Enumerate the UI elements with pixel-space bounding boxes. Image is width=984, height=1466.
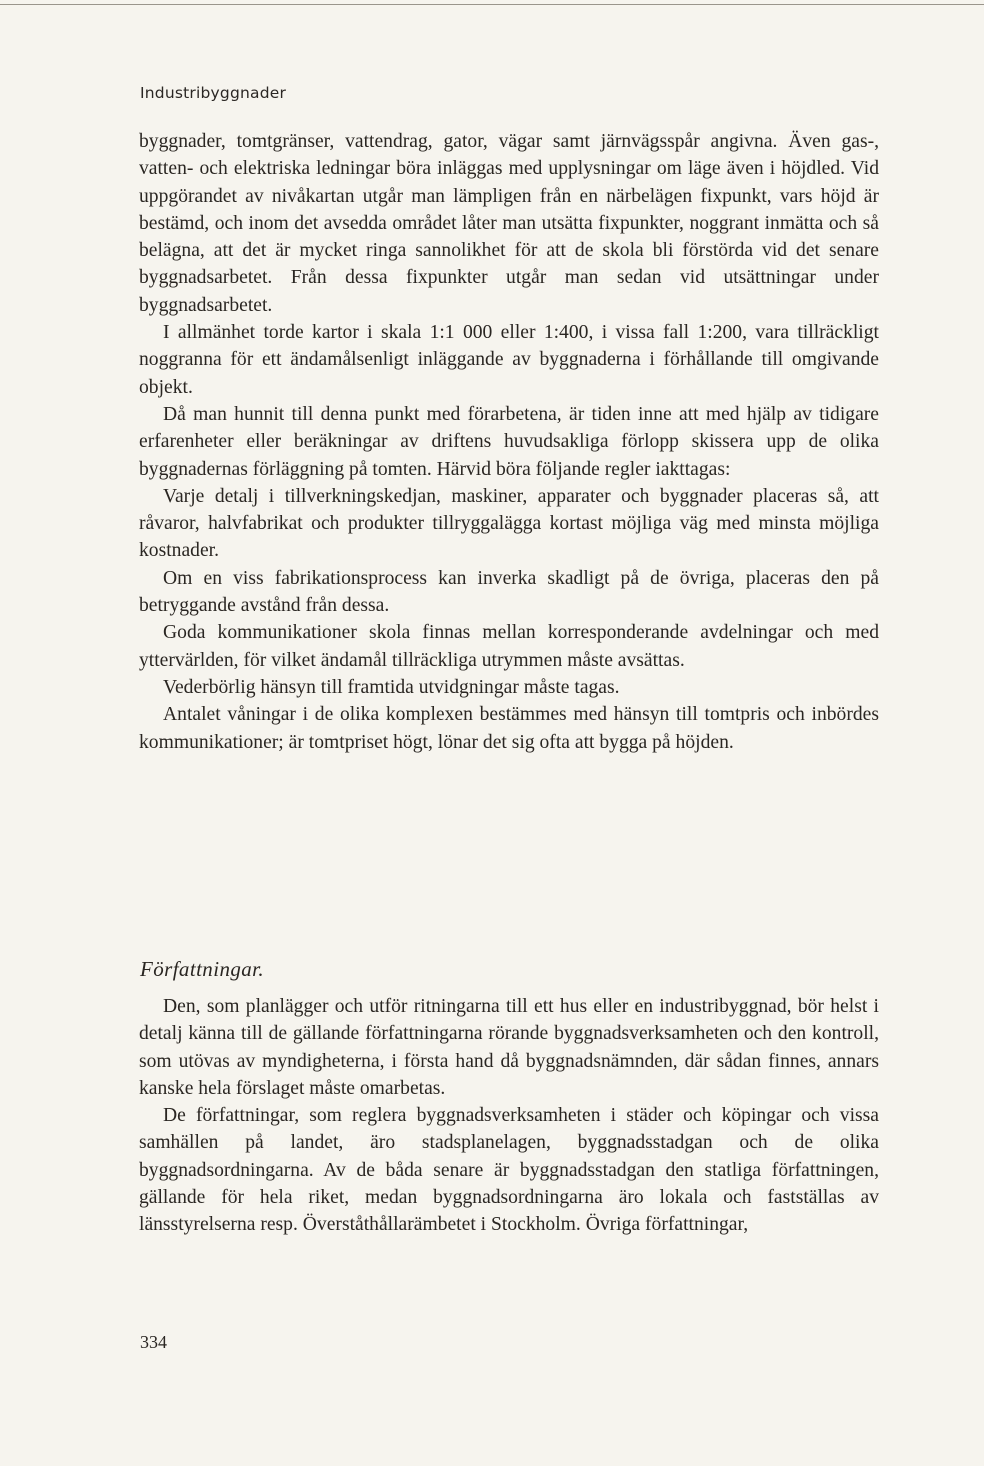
- body-text-section-2: [139, 993, 879, 1239]
- page-top-rule: [0, 4, 984, 5]
- paragraph: I allmänhet torde kartor i skala 1:1 000 eller 1:400, i vissa fall 1:200, vara tillräckligt noggranna för ett ändamålsenligt inläggande av byggnaderna i förhållande till omgivande objekt.: [139, 322, 879, 398]
- paragraph: Den, som planlägger och utför ritningarna till ett hus eller en industribyggnad, bör helst i detalj känna till de gällande författningarna rörande byggnadsverksamheten och den kontroll, som utövas av myndigheterna, i första hand då byggnadsnämnden, där sådan finnes, annars kanske hela förslaget måste omarbetas.: [139, 996, 879, 1099]
- paragraph: byggnader, tomtgränser, vattendrag, gator, vägar samt järnvägsspår angivna. Även gas-, vatten- och elektriska ledningar böra inläggas med upplysningar om läge även i höjdled. Vid uppgörandet av nivåkartan utgår man lämpligen från en närbelägen fixpunkt, vars höjd är bestämd, och inom det avsedda området låter man utsätta fixpunkter, noggrant inmätta och så belägna, att det är mycket ringa sannolikhet för att de skola bli förstörda vid det senare byggnadsarbetet. Från dessa fixpunkter utgår man sedan vid utsättningar under byggnadsarbetet.: [139, 131, 879, 316]
- paragraph: Antalet våningar i de olika komplexen bestämmes med hänsyn till tomtpris och inbördes kommunikationer; är tomtpriset högt, lönar det sig ofta att bygga på höjden.: [139, 704, 879, 753]
- paragraph: Varje detalj i tillverkningskedjan, maskiner, apparater och byggnader placeras så, att råvaror, halvfabrikat och produkter tillryggalägga kortast möjliga väg med minsta möjliga kostnader.: [139, 485, 879, 562]
- paragraph: Goda kommunikationer skola finnas mellan korresponderande avdelningar och med yttervärlden, för vilket ändamål tillräckliga utrymmen måste avsättas.: [139, 622, 879, 671]
- section-heading: Författningar.: [140, 957, 265, 981]
- body-text-section-1: [139, 128, 879, 756]
- page-number: 334: [140, 1332, 167, 1352]
- paragraph: Då man hunnit till denna punkt med förarbetena, är tiden inne att med hjälp av tidigare erfarenheter eller beräkningar av driftens huvudsakliga förlopp skissera upp de olika byggnadernas förläggning på tomten. Härvid böra följande regler iakttagas:: [139, 403, 879, 480]
- paragraph: De författningar, som reglera byggnadsverksamheten i städer och köpingar och vissa samhällen på landet, äro stadsplanelagen, byggnadsstadgan och de olika byggnadsordningarna. Av de båda senare är byggnadsstadgan den statliga författningen, gällande för hela riket, medan byggnadsordningarna äro lokala och fastställas av länsstyrelserna resp. Överståthållarämbetet i Stockholm. Övriga författningar,: [139, 1105, 879, 1236]
- paragraph: Om en viss fabrikationsprocess kan inverka skadligt på de övriga, placeras den på betryggande avstånd från dessa.: [139, 567, 879, 617]
- paragraph: Vederbörlig hänsyn till framtida utvidgningar måste tagas.: [163, 676, 620, 698]
- running-header: Industribyggnader: [140, 84, 287, 102]
